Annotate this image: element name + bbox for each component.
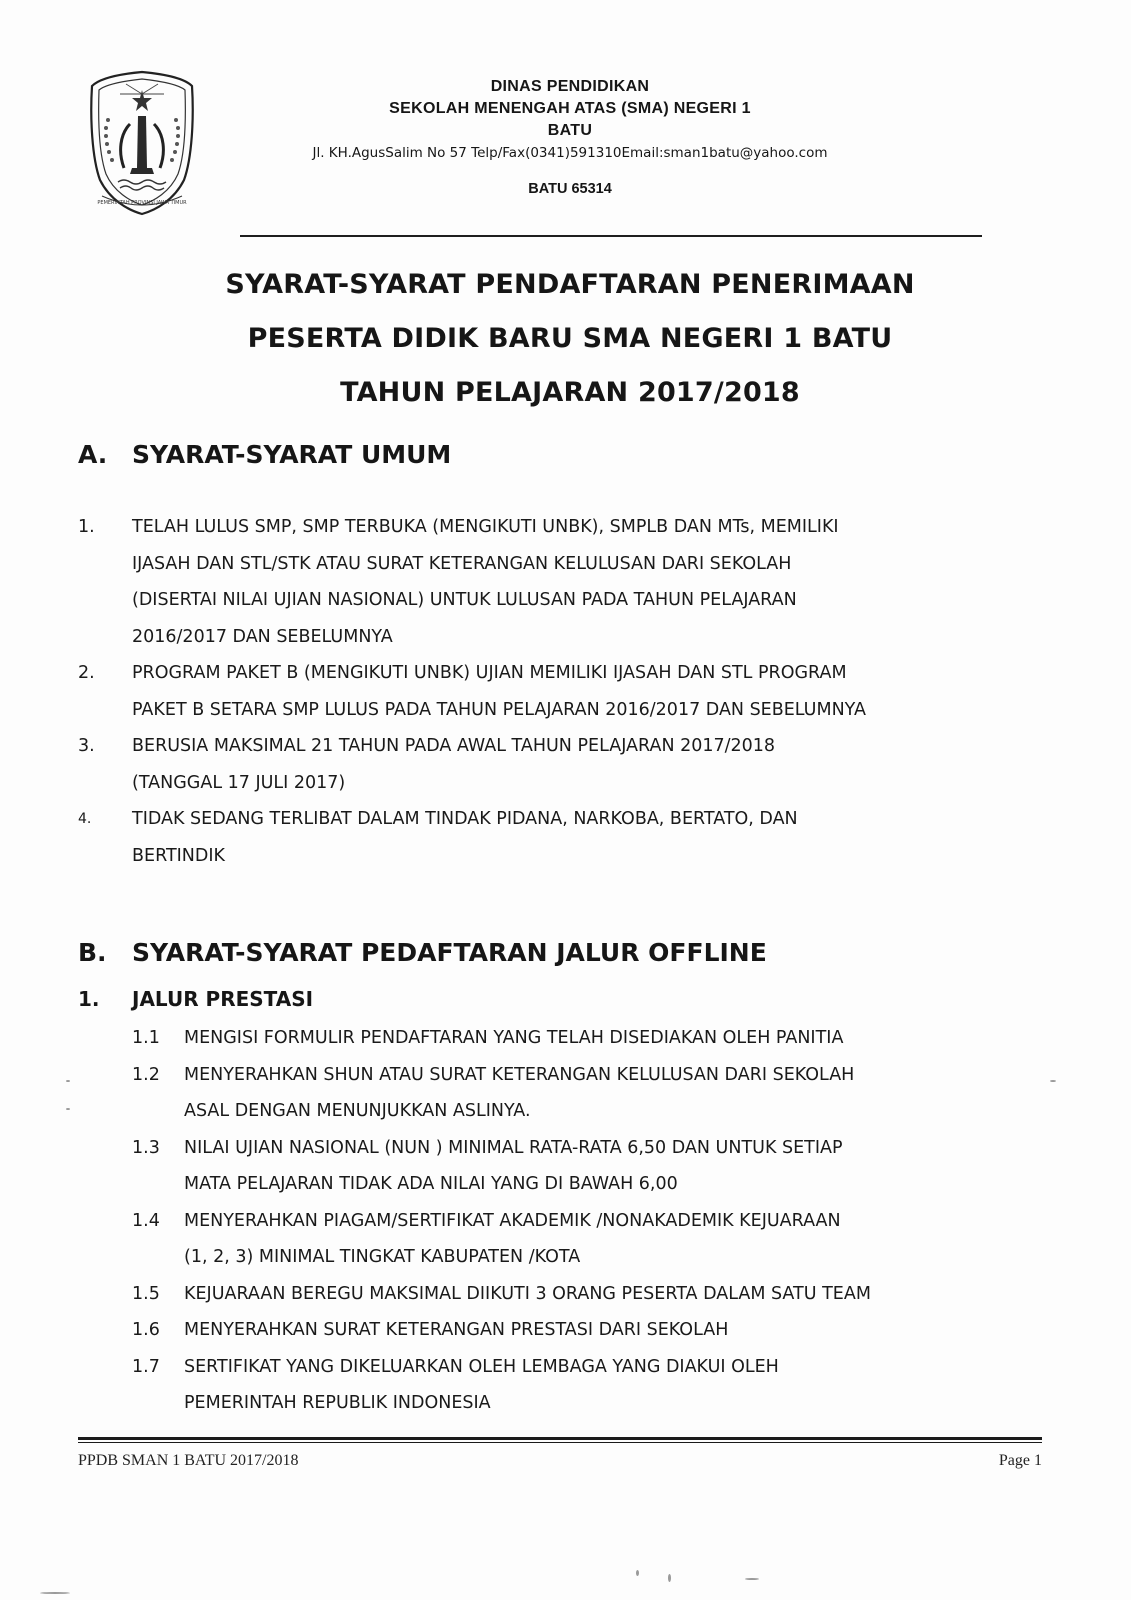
list-item [132, 1020, 1062, 1057]
item-text-line: (DISERTAI NILAI UJIAN NASIONAL) UNTUK LULUSAN PADA TAHUN PELAJARAN [132, 590, 797, 610]
section-a-list [78, 509, 1068, 874]
item-text-line: (TANGGAL 17 JULI 2017) [132, 772, 346, 793]
section-b-title: SYARAT-SYARAT PEDAFTARAN JALUR OFFLINE [132, 938, 767, 967]
item-text-line: MATA PELAJARAN TIDAK ADA NILAI YANG DI BAWAH 6,00 [184, 1174, 678, 1194]
section-a-letter: A. [78, 440, 108, 469]
item-text-line: TIDAK SEDANG TERLIBAT DALAM TINDAK PIDANA, NARKOBA, BERTATO, DAN [132, 809, 798, 829]
school-city: BATU [547, 122, 593, 139]
list-item [78, 728, 1068, 801]
scan-speck [1050, 1080, 1056, 1082]
item-text-line: BERTINDIK [132, 845, 226, 866]
section-b-letter: B. [78, 938, 107, 967]
item-number: 1.3 [132, 1137, 160, 1158]
letterhead-divider [240, 235, 982, 237]
jalur-prestasi-list [132, 1020, 1062, 1422]
letterhead [240, 76, 900, 200]
document-title [100, 258, 1040, 420]
footer-page-number: Page 1 [998, 1452, 1042, 1469]
item-text-line: MENGISI FORMULIR PENDAFTARAN YANG TELAH DISEDIAKAN OLEH PANITIA [184, 1028, 844, 1048]
item-number: 1.2 [132, 1064, 160, 1085]
item-text-line: SERTIFIKAT YANG DIKELUARKAN OLEH LEMBAGA YANG DIAKUI OLEH [184, 1356, 779, 1377]
list-item [78, 509, 1068, 655]
item-text-line: PAKET B SETARA SMP LULUS PADA TAHUN PELAJARAN 2016/2017 DAN SEBELUMNYA [132, 699, 866, 720]
item-number: 1.1 [132, 1028, 160, 1048]
item-text-line: IJASAH DAN STL/STK ATAU SURAT KETERANGAN KELULUSAN DARI SEKOLAH [132, 553, 792, 574]
list-item [132, 1276, 1062, 1313]
list-item [132, 1203, 1062, 1276]
item-number: 1.7 [132, 1356, 160, 1377]
item-text-line: MENYERAHKAN PIAGAM/SERTIFIKAT AKADEMIK /NONAKADEMIK KEJUARAAN [184, 1210, 841, 1231]
school-name: SEKOLAH MENENGAH ATAS (SMA) NEGERI 1 [389, 100, 751, 117]
footer-document-label: PPDB SMAN 1 BATU 2017/2018 [78, 1452, 299, 1469]
scan-speck [66, 1080, 70, 1082]
item-text-line: NILAI UJIAN NASIONAL (NUN ) MINIMAL RATA-RATA 6,50 DAN UNTUK SETIAP [184, 1137, 843, 1158]
list-item [132, 1349, 1062, 1422]
title-line-1: SYARAT-SYARAT PENDAFTARAN PENERIMAAN [225, 269, 915, 300]
item-text-line: PEMERINTAH REPUBLIK INDONESIA [184, 1393, 491, 1413]
footer-divider-thick [78, 1437, 1042, 1440]
item-text-line: MENYERAHKAN SHUN ATAU SURAT KETERANGAN KELULUSAN DARI SEKOLAH [184, 1064, 855, 1085]
title-line-3: TAHUN PELAJARAN 2017/2018 [340, 377, 800, 408]
section-a-title: SYARAT-SYARAT UMUM [132, 440, 452, 469]
item-text-line: (1, 2, 3) MINIMAL TINGKAT KABUPATEN /KOTA [184, 1247, 581, 1267]
item-text-line: 2016/2017 DAN SEBELUMNYA [132, 626, 393, 647]
seal-caption-text: PEMERINTAH PROVINSI JAWA TIMUR [97, 200, 187, 206]
item-text-line: KEJUARAAN BEREGU MAKSIMAL DIIKUTI 3 ORANG PESERTA DALAM SATU TEAM [184, 1283, 871, 1304]
list-item [132, 1057, 1062, 1130]
subsection-number: 1. [78, 987, 100, 1011]
provincial-seal-logo [86, 68, 198, 218]
scan-speck [66, 1108, 70, 1110]
item-number: 1.4 [132, 1210, 160, 1231]
list-item [78, 655, 1068, 728]
item-text-line: ASAL DENGAN MENUNJUKKAN ASLINYA. [184, 1101, 531, 1121]
agency-name: DINAS PENDIDIKAN [490, 78, 650, 95]
list-item [78, 801, 1068, 874]
item-text-line: BERUSIA MAKSIMAL 21 TAHUN PADA AWAL TAHUN PELAJARAN 2017/2018 [132, 736, 776, 756]
item-number: 1.5 [132, 1283, 160, 1304]
item-number: 4. [78, 811, 92, 827]
subsection-title: JALUR PRESTASI [132, 987, 314, 1011]
scan-speck [668, 1574, 671, 1582]
list-item [132, 1130, 1062, 1203]
item-text-line: TELAH LULUS SMP, SMP TERBUKA (MENGIKUTI UNBK), SMPLB DAN MTs, MEMILIKI [132, 517, 839, 537]
postal-city: BATU 65314 [528, 181, 612, 197]
scan-speck [636, 1570, 639, 1576]
item-number: 2. [78, 663, 95, 683]
item-number: 3. [78, 736, 95, 756]
list-item [132, 1312, 1062, 1349]
item-text-line: PROGRAM PAKET B (MENGIKUTI UNBK) UJIAN MEMILIKI IJASAH DAN STL PROGRAM [132, 663, 847, 683]
title-line-2: PESERTA DIDIK BARU SMA NEGERI 1 BATU [247, 323, 893, 354]
scan-speck [40, 1592, 70, 1594]
item-text-line: MENYERAHKAN SURAT KETERANGAN PRESTASI DARI SEKOLAH [184, 1320, 729, 1340]
school-address: Jl. KH.AgusSalim No 57 Telp/Fax(0341)591310Email:sman1batu@yahoo.com [312, 145, 828, 161]
scan-speck [745, 1578, 759, 1580]
footer-divider-thin [78, 1442, 1042, 1443]
item-number: 1.6 [132, 1320, 160, 1340]
item-number: 1. [78, 517, 95, 537]
